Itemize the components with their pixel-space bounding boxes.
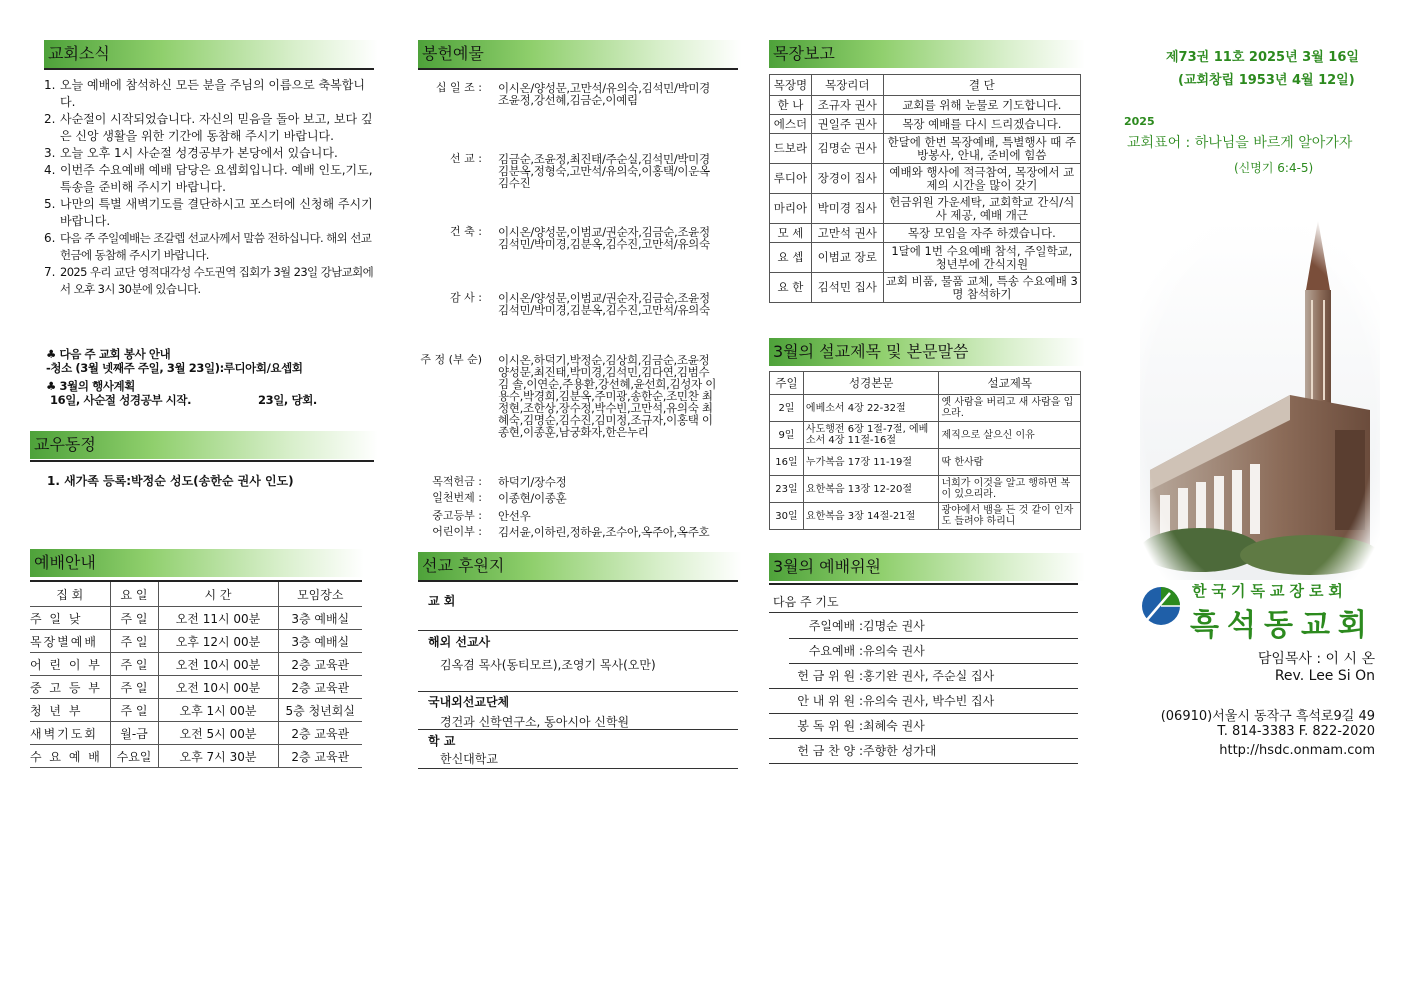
mission-overseas-value: 김옥겸 목사(동티모르),조영기 목사(오만) — [440, 658, 656, 672]
worship-header: 요 일 — [110, 581, 158, 607]
pastoral-cell: 예배와 행사에 적극참여, 목장에서 교제의 시간을 많이 갖기 — [883, 164, 1080, 194]
duty-label: 수요예배 : — [808, 644, 863, 658]
worship-cell: 주 일 — [110, 653, 158, 676]
worship-cell: 월-금 — [110, 722, 158, 745]
duty-value: 유의숙 권사 — [863, 644, 925, 658]
worship-table — [30, 580, 362, 768]
pastoral-table-wrap — [769, 74, 1081, 303]
duty-value: 김명순 권사 — [863, 619, 925, 633]
offering-value: 이시온/양성문,고만석/유의숙,김석민/박미경 조윤정,강선혜,김금순,이예림 — [498, 81, 710, 107]
worship-row — [30, 630, 362, 653]
issue-line: 제73권 11호 2025년 3월 16일 — [1166, 50, 1359, 65]
duty-title: 3월의 예배위원 — [769, 553, 1085, 581]
sermons-row — [770, 503, 1081, 530]
news-item-number: 7. — [44, 265, 56, 279]
news-item-number: 5. — [44, 197, 56, 211]
sermons-cell: 요한복음 3장 14절-21절 — [803, 503, 939, 530]
worship-header: 시 간 — [158, 581, 278, 607]
offering-value: 이시온/양성문,이범교/권순자,김금순,조윤정 김석민/박미경,김분옥,김수진,고만석/유의숙 — [498, 291, 710, 317]
duty-value: 주향한 성가대 — [863, 744, 937, 758]
pastoral-cell: 요 셉 — [770, 243, 812, 273]
events-head: ♣ 3월의 행사계획 — [46, 379, 135, 393]
pastoral-cell: 한 나 — [770, 96, 812, 115]
pastoral-row — [770, 115, 1081, 134]
offering-value: 김금순,조윤정,최진태/주순실,김석민/박미경 김분옥,정형숙,고만석/유의숙,이홍택/이운옥 김수진 — [498, 152, 710, 190]
pastoral-cell: 요 한 — [770, 273, 812, 303]
news-item — [30, 196, 375, 230]
duty-next-label: 다음 주 기도 — [773, 595, 839, 609]
news-item-text: 나만의 특별 새벽기도를 결단하시고 포스터에 신청해 주시기 바랍니다. — [60, 197, 373, 228]
pastoral-header: 목장리더 — [811, 75, 883, 96]
founded-line: (교회창립 1953년 4월 12일) — [1178, 73, 1355, 88]
worship-header: 집 회 — [30, 581, 110, 607]
motto-year: 2025 — [1124, 115, 1155, 128]
worship-cell: 어 린 이 부 — [30, 653, 110, 676]
offering-label: 어린이부 : — [432, 525, 482, 538]
worship-cell: 수요일 — [110, 745, 158, 768]
offering-title: 봉헌예물 — [418, 40, 742, 68]
pastoral-row — [770, 134, 1081, 164]
pastoral-row — [770, 243, 1081, 273]
mission-overseas-label: 해외 선교사 — [428, 635, 491, 649]
sermons-cell: 광야에서 뱀을 든 것 같이 인자도 들려야 하리니 — [939, 503, 1081, 530]
phone: T. 814-3383 F. 822-2020 — [1217, 724, 1375, 739]
pastoral-cell: 목장 모임을 자주 하겠습니다. — [883, 224, 1080, 243]
offering-label: 목적헌금 : — [432, 475, 482, 488]
duty-row — [769, 689, 1078, 714]
service-head: ♣ 다음 주 교회 봉사 안내 — [46, 347, 171, 361]
worship-cell: 청 년 부 — [30, 699, 110, 722]
worship-cell: 수 요 예 배 — [30, 745, 110, 768]
pastoral-cell: 모 세 — [770, 224, 812, 243]
service-line: -청소 (3월 넷째주 주일, 3월 23일):루디아회/요셉회 — [46, 361, 303, 375]
mission-domestic-value: 경건과 신학연구소, 동아시아 신학원 — [440, 715, 630, 729]
worship-title: 예배안내 — [30, 549, 364, 577]
motto-verse: (신명기 6:4-5) — [1234, 161, 1314, 175]
website-link[interactable]: http://hsdc.onmam.com — [1219, 743, 1375, 758]
sermons-cell: 누가복음 17장 11-19절 — [803, 449, 939, 476]
worship-cell: 새벽기도회 — [30, 722, 110, 745]
pastoral-row — [770, 96, 1081, 115]
worship-cell: 오전 10시 00분 — [158, 676, 278, 699]
pastoral-header: 목장명 — [770, 75, 812, 96]
duty-row — [769, 664, 1078, 689]
members-title: 교우동정 — [30, 431, 378, 459]
sermons-table — [769, 371, 1081, 530]
mission-sep-4 — [418, 768, 738, 769]
worship-cell: 2층 교육관 — [278, 745, 362, 768]
mission-school-value: 한신대학교 — [440, 752, 498, 766]
worship-cell: 2층 교육관 — [278, 722, 362, 745]
mission-sep-2 — [418, 691, 738, 692]
worship-cell: 주 일 — [110, 607, 158, 630]
sermons-title: 3월의 설교제목 및 본문말씀 — [769, 338, 1085, 366]
news-item — [30, 77, 375, 111]
worship-cell: 3층 예배실 — [278, 607, 362, 630]
offering-value: 김서윤,이하린,정하윤,조수아,옥주아,옥주호 — [498, 525, 710, 539]
offering-value: 안선우 — [498, 509, 531, 523]
sermons-cell: 딱 한사람 — [939, 449, 1081, 476]
offering-rule — [418, 68, 738, 70]
pastoral-title: 목장보고 — [769, 40, 1085, 68]
worship-cell: 2층 교육관 — [278, 653, 362, 676]
news-item — [30, 162, 375, 196]
sermons-cell: 2일 — [770, 395, 804, 422]
pastoral-cell: 교회 비품, 물품 교체, 특송 수요예배 3명 참석하기 — [883, 273, 1080, 303]
mission-rule — [418, 580, 738, 582]
sermons-cell: 16일 — [770, 449, 804, 476]
news-item — [30, 111, 375, 145]
news-item — [30, 145, 375, 162]
church-name: 흑석동교회 — [1190, 608, 1375, 643]
mission-domestic-label: 국내외선교단체 — [428, 695, 510, 709]
sermons-cell: 너희가 이것을 알고 행하면 복이 있으리라. — [939, 476, 1081, 503]
pastoral-cell: 에스더 — [770, 115, 812, 134]
sermons-cell: 제직으로 살으신 이유 — [939, 422, 1081, 449]
sermons-cell: 요한복음 13장 12-20절 — [803, 476, 939, 503]
worship-cell: 주 일 — [110, 630, 158, 653]
offering-value: 하덕기/장수정 — [498, 475, 567, 489]
duty-value: 최혜숙 권사 — [863, 719, 925, 733]
motto: 교회표어 : 하나님을 바르게 알아가자 — [1127, 135, 1353, 151]
pastoral-cell: 이범교 장로 — [811, 243, 883, 273]
pastoral-cell: 장경이 집사 — [811, 164, 883, 194]
offering-label: 선 교 : — [450, 152, 482, 165]
duty-row — [769, 714, 1078, 739]
pastoral-cell: 루디아 — [770, 164, 812, 194]
pastoral-cell: 교회를 위해 눈물로 기도합니다. — [883, 96, 1080, 115]
mission-church-label: 교 회 — [428, 594, 456, 608]
duty-value: 홍기완 권사, 주순실 집사 — [863, 669, 995, 683]
pastoral-row — [770, 273, 1081, 303]
pastoral-cell: 드보라 — [770, 134, 812, 164]
offering-value: 이종현/이종훈 — [498, 491, 567, 505]
worship-cell: 주 일 낮 — [30, 607, 110, 630]
worship-cell: 오전 5시 00분 — [158, 722, 278, 745]
duty-row — [769, 739, 1078, 764]
sermons-cell: 에베소서 4장 22-32절 — [803, 395, 939, 422]
news-item-number: 1. — [44, 78, 56, 92]
church-building-image — [1140, 220, 1380, 580]
offering-value: 이시온,하덕기,박정순,김상희,김금순,조윤정 양성문,최진태,박미경,김석민,김다연,김범수 김 솔,이연순,주용환,강선혜,윤선희,김성자 이용수,박경희,김분옥,주미광,송한순,조민찬 최정현,조한상,장수정,박수빈,고만석,유의숙 최혜숙,김명순,김수진,김미정,조규자,이홍택 이종현,이종훈,남궁화자,한은누리 — [498, 353, 717, 439]
offering-list — [418, 78, 738, 538]
sermons-header: 설교제목 — [939, 372, 1081, 395]
sermons-header: 성경본문 — [803, 372, 939, 395]
worship-row — [30, 699, 362, 722]
pastoral-cell: 권일주 권사 — [811, 115, 883, 134]
pastoral-header: 결 단 — [883, 75, 1080, 96]
worship-cell: 목장별예배 — [30, 630, 110, 653]
news-title: 교회소식 — [44, 40, 378, 68]
pastoral-cell: 조규자 권사 — [811, 96, 883, 115]
duty-sep — [769, 612, 1078, 613]
news-list — [30, 77, 375, 298]
worship-cell: 오후 1시 00분 — [158, 699, 278, 722]
worship-cell: 오후 7시 30분 — [158, 745, 278, 768]
duty-value: 유의숙 권사, 박수빈 집사 — [863, 694, 995, 708]
service-notice — [46, 347, 376, 409]
sermons-cell: 23일 — [770, 476, 804, 503]
offering-value: 이시온/양성문,이범교/권순자,김금순,조윤정 김석민/박미경,김분옥,김수진,고만석/유의숙 — [498, 225, 710, 251]
pastoral-table — [769, 74, 1081, 303]
sermons-row — [770, 449, 1081, 476]
sermons-row — [770, 422, 1081, 449]
duty-label: 주일예배 : — [808, 619, 863, 633]
mission-sep-1 — [418, 630, 738, 631]
pastoral-cell: 한달에 한번 목장예배, 특별행사 때 주방봉사, 안내, 준비에 힘씀 — [883, 134, 1080, 164]
duty-rule — [769, 583, 1078, 585]
mission-sep-3 — [418, 729, 738, 730]
offering-label: 일천번제 : — [432, 491, 482, 504]
news-item — [30, 264, 375, 298]
pastoral-cell: 목장 예배를 다시 드리겠습니다. — [883, 115, 1080, 134]
duty-label: 봉 독 위 원 : — [797, 719, 863, 733]
offering-label: 중고등부 : — [432, 509, 482, 522]
members-rule — [30, 460, 374, 462]
worship-cell: 5층 청년회실 — [278, 699, 362, 722]
pastoral-cell: 마리아 — [770, 194, 812, 224]
worship-cell: 오전 11시 00분 — [158, 607, 278, 630]
sermons-cell: 30일 — [770, 503, 804, 530]
sermons-row — [770, 476, 1081, 503]
worship-row — [30, 607, 362, 630]
news-item-text: 2025 우리 교단 영적대각성 수도권역 집회가 3월 23일 강남교회에서 오후 3시 30분에 있습니다. — [60, 265, 374, 296]
church-logo-icon — [1140, 585, 1182, 627]
worship-table-wrap — [30, 580, 362, 768]
news-item — [30, 230, 375, 264]
duty-label: 안 내 위 원 : — [797, 694, 863, 708]
news-item-number: 4. — [44, 163, 56, 177]
worship-cell: 오후 12시 00분 — [158, 630, 278, 653]
offering-label: 주 정 (부 순) — [420, 353, 482, 366]
duty-row — [789, 639, 1078, 664]
worship-cell: 주 일 — [110, 699, 158, 722]
offering-label: 십 일 조 : — [435, 81, 482, 94]
news-item-text: 이번주 수요예배 예배 담당은 요셉회입니다. 예배 인도,기도,특송을 준비해 주시기 바랍니다. — [60, 163, 373, 194]
offering-label: 건 축 : — [450, 225, 482, 238]
worship-header: 모임장소 — [278, 581, 362, 607]
members-item: 1. 새가족 등록:박정순 성도(송한순 권사 인도) — [47, 474, 294, 488]
pastoral-cell: 박미경 집사 — [811, 194, 883, 224]
news-item-text: 오늘 오후 1시 사순절 성경공부가 본당에서 있습니다. — [60, 146, 338, 160]
sermons-cell: 사도행전 6장 1절-7절, 에베소서 4장 11절-16절 — [803, 422, 939, 449]
pastoral-cell: 김석민 집사 — [811, 273, 883, 303]
pastor-name: 담임목사 : 이 시 온 — [1257, 651, 1375, 667]
event-1: 16일, 사순절 성경공부 시작. — [50, 393, 192, 407]
pastoral-row — [770, 164, 1081, 194]
worship-row — [30, 653, 362, 676]
worship-cell: 오전 10시 00분 — [158, 653, 278, 676]
pastoral-row — [770, 194, 1081, 224]
pastoral-cell: 헌금위원 가운세탁, 교회학교 간식/식사 제공, 예배 개근 — [883, 194, 1080, 224]
sermons-cell: 옛 사람을 버리고 새 사람을 입으라. — [939, 395, 1081, 422]
duty-list — [769, 614, 1078, 764]
worship-row — [30, 745, 362, 768]
news-item-number: 2. — [44, 112, 56, 126]
sermons-header: 주일 — [770, 372, 804, 395]
worship-cell: 2층 교육관 — [278, 676, 362, 699]
pastoral-cell: 김명순 권사 — [811, 134, 883, 164]
pastoral-row — [770, 224, 1081, 243]
address: (06910)서울시 동작구 흑석로9길 49 — [1160, 709, 1375, 724]
news-item-text: 사순절이 시작되었습니다. 자신의 믿음을 돌아 보고, 보다 깊은 신앙 생활을 위한 기간에 동참해 주시기 바랍니다. — [60, 112, 373, 143]
duty-row — [789, 614, 1078, 639]
news-item-text: 오늘 예배에 참석하신 모든 분을 주님의 이름으로 축복합니다. — [60, 78, 365, 109]
worship-cell: 중 고 등 부 — [30, 676, 110, 699]
denomination-name: 한국기독교장로회 — [1192, 582, 1348, 600]
pastor-name-en: Rev. Lee Si On — [1274, 668, 1375, 684]
event-2: 23일, 당회. — [258, 393, 317, 407]
worship-cell: 주 일 — [110, 676, 158, 699]
worship-cell: 3층 예배실 — [278, 630, 362, 653]
offering-label: 감 사 : — [450, 291, 482, 304]
news-item-number: 3. — [44, 146, 56, 160]
sermons-row — [770, 395, 1081, 422]
sermons-cell: 9일 — [770, 422, 804, 449]
pastoral-cell: 고만석 권사 — [811, 224, 883, 243]
news-item-text: 다음 주 주일예배는 조갈렙 선교사께서 말씀 전하십니다. 해외 선교헌금에 동참해 주시기 바랍니다. — [60, 231, 372, 262]
news-item-number: 6. — [44, 231, 56, 245]
duty-label: 헌 금 위 원 : — [797, 669, 863, 683]
news-rule — [44, 68, 374, 70]
pastoral-cell: 1달에 1번 수요예배 참석, 주일학교, 청년부에 간식지원 — [883, 243, 1080, 273]
duty-label: 헌 금 찬 양 : — [797, 744, 863, 758]
worship-row — [30, 676, 362, 699]
mission-title: 선교 후원지 — [418, 552, 742, 580]
sermons-table-wrap — [769, 371, 1081, 530]
mission-school-label: 학 교 — [428, 734, 456, 748]
worship-row — [30, 722, 362, 745]
